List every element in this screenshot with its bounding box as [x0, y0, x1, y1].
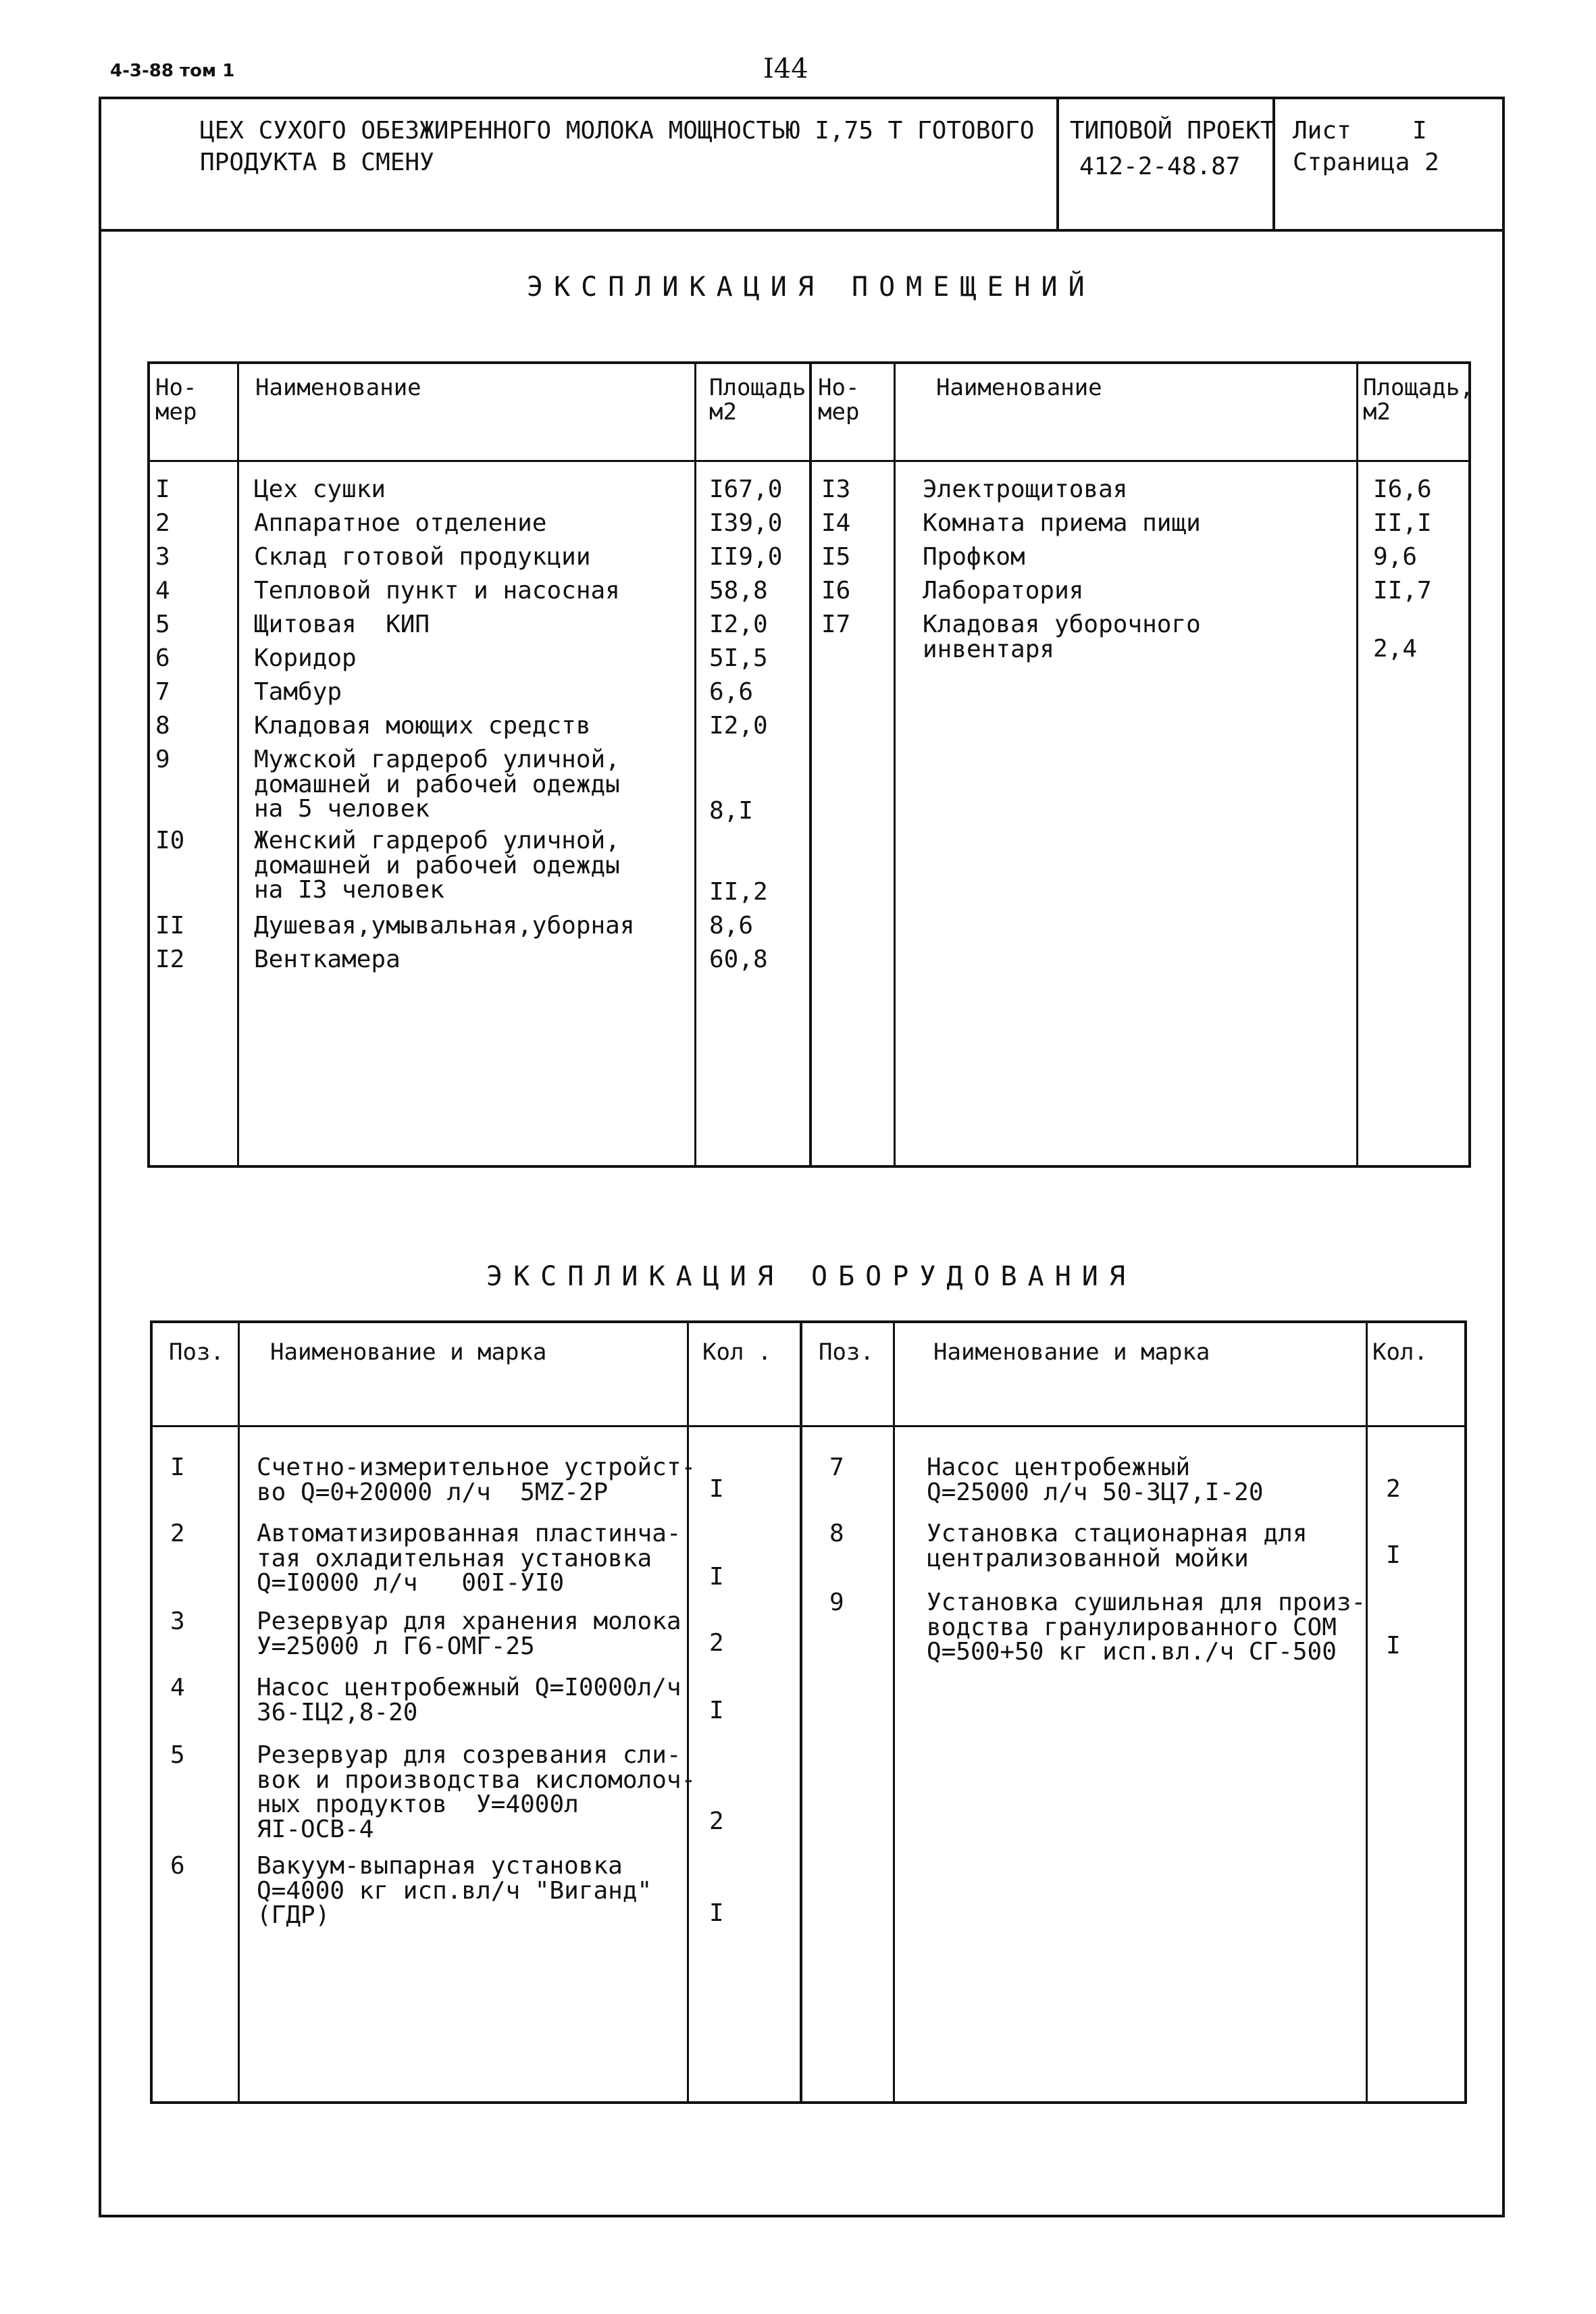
equipment-quantity: I	[709, 1563, 724, 1591]
room-number: I2	[155, 946, 185, 973]
column-divider	[809, 361, 812, 1168]
room-number: I6	[821, 577, 851, 605]
room-name: Женский гардероб уличной, домашней и рабочей одежды на I3 человек	[254, 827, 620, 904]
equipment-quantity: I	[1386, 1541, 1401, 1569]
room-number: 6	[155, 644, 170, 672]
room-number: II	[155, 912, 185, 940]
room-area: 2,4	[1373, 635, 1418, 663]
header-divider	[150, 1425, 1467, 1427]
sheet-number: I	[1412, 117, 1427, 145]
room-area: I39,0	[709, 509, 783, 537]
document-code: 4-3-88 том 1	[110, 61, 235, 81]
column-divider	[1366, 1320, 1368, 2104]
room-area: I2,0	[709, 712, 768, 740]
column-divider	[687, 1320, 689, 2104]
equipment-name: Резервуар для хранения молока У=25000 л Г6-ОМГ-25	[257, 1608, 681, 1660]
room-name: Мужской гардероб уличной, домашней и рабочей одежды на 5 человек	[254, 746, 620, 823]
column-header-number: Но- мер	[818, 374, 860, 426]
project-label: ТИПОВОЙ ПРОЕКТ	[1070, 117, 1275, 145]
equipment-name: Счетно-измерительное устройст- во Q=0+20000 л/ч 5МZ-2P	[257, 1454, 696, 1506]
room-number: 7	[155, 678, 170, 706]
column-divider	[1356, 361, 1358, 1168]
room-area: 6,6	[709, 678, 754, 706]
room-area: I2,0	[709, 611, 768, 638]
rooms-table	[147, 361, 1474, 1168]
equipment-quantity: I	[1386, 1632, 1401, 1660]
room-number: I3	[821, 475, 851, 503]
room-number: 3	[155, 543, 170, 571]
column-header-area: Площадь, м2	[1363, 374, 1474, 426]
document-title-line: ЦЕХ СУХОГО ОБЕЗЖИРЕННОГО МОЛОКА МОЩНОСТЬЮ I,75 Т ГОТОВОГО	[200, 117, 1035, 145]
room-number: 9	[155, 746, 170, 773]
column-header-number: Но- мер	[155, 374, 197, 426]
column-header-name: Наименование	[255, 374, 421, 401]
document-title-line: ПРОДУКТА В СМЕНУ	[200, 149, 434, 176]
room-area: II,2	[709, 878, 768, 906]
room-name: Комната приема пищи	[923, 509, 1201, 537]
room-number: I7	[821, 611, 851, 638]
room-area: 8,I	[709, 797, 754, 825]
sheet-label: Лист	[1293, 117, 1352, 145]
equipment-name: Установка сушильная для произ- водства гранулированного СОМ Q=500+50 кг исп.вл./ч СГ-500	[927, 1589, 1366, 1666]
equipment-position: 4	[170, 1674, 185, 1701]
room-name: Щитовая КИП	[254, 611, 430, 638]
room-area: II,I	[1373, 509, 1432, 537]
room-area: 5I,5	[709, 644, 768, 672]
room-name: Цех сушки	[254, 475, 386, 503]
room-name: Коридор	[254, 644, 357, 672]
equipment-name: Вакуум-выпарная установка Q=4000 кг исп.вл/ч "Виганд" (ГДР)	[257, 1852, 652, 1930]
page-number: I44	[763, 53, 808, 84]
room-area: 9,6	[1373, 543, 1418, 571]
column-header-position: Поз.	[819, 1339, 874, 1366]
column-divider	[800, 1320, 802, 2104]
column-divider	[694, 361, 696, 1168]
room-area: 58,8	[709, 577, 768, 605]
room-name: Тамбур	[254, 678, 342, 706]
equipment-position: 6	[170, 1852, 185, 1880]
column-header-position: Поз.	[169, 1339, 224, 1366]
equipment-name: Резервуар для созревания сли- вок и производства кисломолоч- ных продуктов У=4000л ЯI-ОСВ-4	[257, 1741, 696, 1844]
room-number: I	[155, 475, 170, 503]
column-divider	[237, 361, 239, 1168]
column-divider	[238, 1320, 240, 2104]
column-header-name: Наименование и марка	[933, 1339, 1210, 1366]
room-area: I6,6	[1373, 475, 1432, 503]
equipment-position: 8	[829, 1520, 844, 1547]
equipment-position: 3	[170, 1608, 185, 1635]
equipment-position: 2	[170, 1520, 185, 1547]
title-block	[99, 97, 1505, 232]
equipment-position: I	[170, 1454, 185, 1481]
column-header-area: Площадь м2	[709, 374, 806, 426]
column-header-quantity: Кол.	[1372, 1339, 1428, 1366]
room-name: Электрощитовая	[923, 475, 1128, 503]
room-name: Аппаратное отделение	[254, 509, 547, 537]
equipment-name: Установка стационарная для централизованной мойки	[927, 1520, 1308, 1572]
room-name: Душевая,умывальная,уборная	[254, 912, 635, 940]
equipment-quantity: I	[709, 1697, 724, 1724]
title-block-divider	[99, 229, 1505, 232]
room-name: Венткамера	[254, 946, 401, 973]
room-name: Профком	[923, 543, 1025, 571]
rooms-section-title: ЭКСПЛИКАЦИЯ ПОМЕЩЕНИЙ	[527, 272, 1096, 303]
room-number: I0	[155, 827, 185, 854]
equipment-name: Автоматизированная пластинча- тая охладительная установка Q=I0000 л/ч 00I-УI0	[257, 1520, 681, 1597]
equipment-name: Насос центробежный Q=I0000л/ч 36-IЦ2,8-20	[257, 1674, 681, 1726]
room-name: Тепловой пункт и насосная	[254, 577, 620, 605]
column-divider	[894, 361, 896, 1168]
equipment-quantity: I	[709, 1899, 724, 1927]
equipment-section-title: ЭКСПЛИКАЦИЯ ОБОРУДОВАНИЯ	[486, 1261, 1136, 1292]
room-area: II,7	[1373, 577, 1432, 605]
room-name: Склад готовой продукции	[254, 543, 591, 571]
equipment-name: Насос центробежный Q=25000 л/ч 50-3Ц7,I-20	[927, 1454, 1264, 1506]
room-number: I5	[821, 543, 851, 571]
room-area: 60,8	[709, 946, 768, 973]
room-number: 4	[155, 577, 170, 605]
column-header-name: Наименование и марка	[270, 1339, 547, 1366]
room-number: 2	[155, 509, 170, 537]
project-number: 412-2-48.87	[1079, 153, 1241, 180]
room-number: 5	[155, 611, 170, 638]
equipment-quantity: 2	[709, 1629, 724, 1657]
room-area: 8,6	[709, 912, 754, 940]
column-header-quantity: Кол .	[702, 1339, 772, 1366]
room-name: Кладовая моющих средств	[254, 712, 591, 740]
room-name: Кладовая уборочного инвентаря	[923, 611, 1201, 663]
title-block-separator	[1056, 97, 1059, 230]
room-name: Лаборатория	[923, 577, 1084, 605]
room-area: I67,0	[709, 475, 783, 503]
column-header-name: Наименование	[936, 374, 1102, 401]
equipment-quantity: 2	[1386, 1475, 1401, 1503]
equipment-quantity: 2	[709, 1807, 724, 1835]
equipment-table	[150, 1320, 1467, 2104]
equipment-position: 9	[829, 1589, 844, 1616]
page-label: Страница 2	[1293, 149, 1439, 176]
room-number: 8	[155, 712, 170, 740]
equipment-position: 7	[829, 1454, 844, 1481]
room-number: I4	[821, 509, 851, 537]
column-divider	[893, 1320, 895, 2104]
equipment-quantity: I	[709, 1475, 724, 1503]
equipment-position: 5	[170, 1741, 185, 1769]
room-area: II9,0	[709, 543, 783, 571]
